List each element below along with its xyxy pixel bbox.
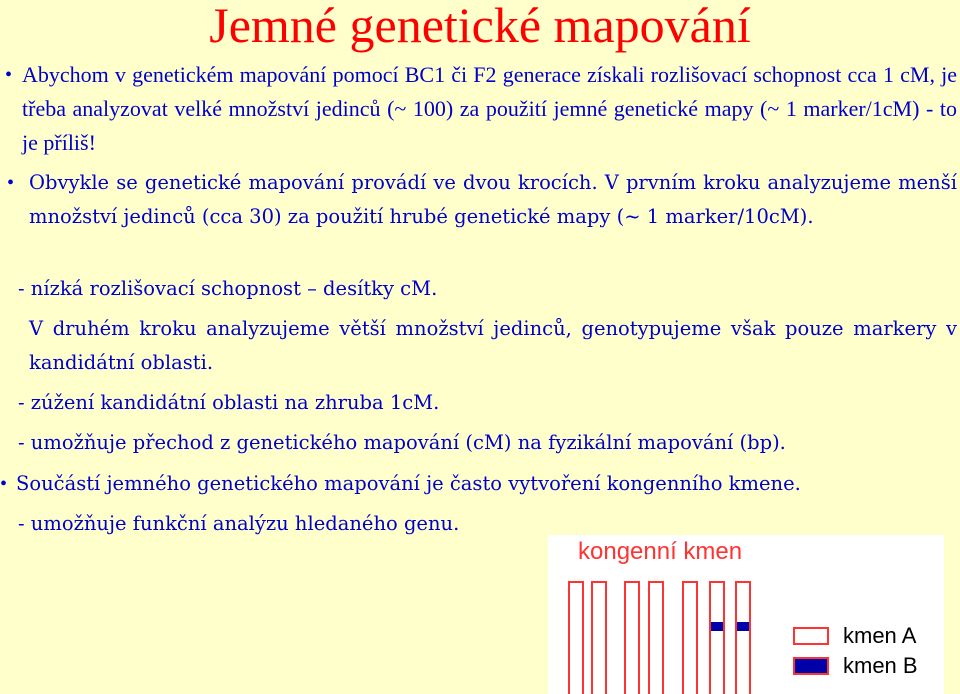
bullet-icon: •	[7, 172, 15, 194]
page-title: Jemné genetické mapování	[209, 0, 751, 53]
sub-point-low-resolution: - nízká rozlišovací schopnost – desítky cM.	[18, 277, 438, 300]
bullet-paragraph-1: Abychom v genetickém mapování pomocí BC1 či F2 generace získali rozlišovací schopnost cca 1 cM, je třeba analyzovat velké množství jedinců (~ 100) za použití jemné genetické mapy (~ 1 marker/1cM) - to je příliš!	[22, 62, 957, 155]
chromosome	[568, 581, 584, 694]
sub-point-physical-mapping: - umožňuje přechod z genetického mapování (cM) na fyzikální mapování (bp).	[18, 431, 786, 454]
chromosome-with-strain-b-segment	[735, 581, 751, 694]
strain-b-segment	[737, 622, 749, 631]
legend-swatch-strain-b	[793, 657, 829, 675]
bullet-icon: •	[5, 64, 13, 86]
chromosome-with-strain-b-segment	[709, 581, 725, 694]
legend-label-strain-a: kmen A	[843, 623, 917, 648]
chromosome	[648, 581, 664, 694]
figure-title: kongenní kmen	[578, 538, 743, 565]
strain-b-segment	[711, 622, 723, 631]
bullet-icon: •	[0, 473, 8, 495]
congenic-strain-figure	[548, 535, 944, 694]
chromosome	[682, 581, 698, 694]
chromosome	[624, 581, 640, 694]
sub-point-functional-analysis: - umožňuje funkční analýzu hledaného genu.	[18, 512, 460, 535]
legend-swatch-strain-a	[793, 627, 829, 645]
bullet-paragraph-congenic: Součástí jemného genetického mapování je často vytvoření kongenního kmene.	[16, 472, 801, 495]
legend-label-strain-b: kmen B	[843, 653, 918, 678]
bullet-paragraph-2: Obvykle se genetické mapování provádí ve dvou krocích. V prvním kroku analyzujeme menší množství jedinců (cca 30) za použití hrubé genetické mapy (~ 1 marker/10cM).	[29, 171, 957, 228]
paragraph-second-step: V druhém kroku analyzujeme větší množství jedinců, genotypujeme však pouze markery v kandidátní oblasti.	[29, 317, 957, 374]
sub-point-narrowing: - zúžení kandidátní oblasti na zhruba 1cM.	[18, 391, 440, 414]
chromosome	[591, 581, 607, 694]
